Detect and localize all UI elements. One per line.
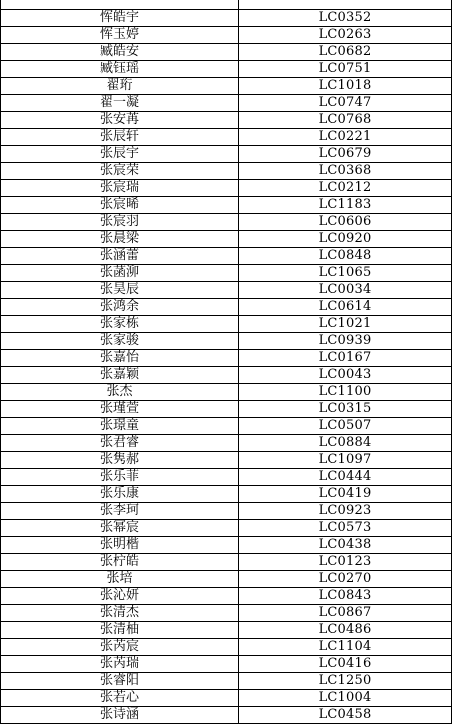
student-code-cell[interactable]: LC0458 [239, 707, 452, 724]
student-name-cell[interactable]: 张家骏 [1, 333, 239, 350]
student-name-cell[interactable]: 张乐康 [1, 486, 239, 503]
table-row[interactable] [1, 333, 452, 350]
student-name-cell[interactable]: 张安苒 [1, 112, 239, 129]
table-row[interactable] [1, 0, 452, 10]
table-row[interactable] [1, 435, 452, 452]
table-row[interactable] [1, 180, 452, 197]
student-name-cell[interactable]: 臧钰瑶 [1, 61, 239, 78]
student-name-cell[interactable]: 张君睿 [1, 435, 239, 452]
table-row[interactable] [1, 537, 452, 554]
student-code-cell[interactable]: LC0939 [239, 333, 452, 350]
student-name-cell[interactable]: 张芮宸 [1, 639, 239, 656]
table-row[interactable] [1, 197, 452, 214]
student-code-cell[interactable]: LC0573 [239, 520, 452, 537]
student-code-cell[interactable]: LC0315 [239, 401, 452, 418]
student-code-cell[interactable]: LC0221 [239, 129, 452, 146]
table-row[interactable] [1, 316, 452, 333]
table-row[interactable] [1, 129, 452, 146]
student-name-cell[interactable]: 张隽郝 [1, 452, 239, 469]
table-row[interactable] [1, 690, 452, 707]
student-code-cell[interactable]: LC0923 [239, 503, 452, 520]
student-code-cell[interactable]: LC1250 [239, 673, 452, 690]
table-row[interactable] [1, 10, 452, 27]
student-code-cell[interactable]: LC0614 [239, 299, 452, 316]
student-name-cell[interactable]: 张瑾萱 [1, 401, 239, 418]
student-name-cell[interactable]: 张清杰 [1, 605, 239, 622]
student-code-cell[interactable]: LC1021 [239, 316, 452, 333]
student-code-cell[interactable]: LC1104 [239, 639, 452, 656]
student-name-cell[interactable]: 张沁妍 [1, 588, 239, 605]
student-code-cell[interactable]: LC0043 [239, 367, 452, 384]
student-code-cell[interactable]: LC0867 [239, 605, 452, 622]
student-name-cell[interactable]: 张柠皓 [1, 554, 239, 571]
student-name-cell[interactable]: 张嘉怡 [1, 350, 239, 367]
student-code-cell[interactable]: LC0679 [239, 146, 452, 163]
student-name-cell[interactable]: 张宸瑞 [1, 180, 239, 197]
table-row[interactable] [1, 112, 452, 129]
student-code-cell[interactable]: LC0843 [239, 588, 452, 605]
student-code-cell[interactable]: LC1100 [239, 384, 452, 401]
student-code-cell[interactable]: LC0263 [239, 27, 452, 44]
student-code-cell[interactable]: LC0606 [239, 214, 452, 231]
student-name-cell[interactable]: 张璟童 [1, 418, 239, 435]
student-name-cell[interactable]: 张诗涵 [1, 707, 239, 724]
table-row[interactable] [1, 265, 452, 282]
student-name-cell[interactable]: 恽皓宇 [1, 10, 239, 27]
student-name-cell[interactable]: 恽玉婷 [1, 27, 239, 44]
table-row[interactable] [1, 401, 452, 418]
student-code-cell[interactable]: LC0034 [239, 282, 452, 299]
student-code-cell[interactable]: LC1065 [239, 265, 452, 282]
student-name-cell[interactable]: 张清柚 [1, 622, 239, 639]
roster-table-body [1, 0, 452, 724]
student-name-cell[interactable]: 张培 [1, 571, 239, 588]
student-name-cell[interactable]: 张杰 [1, 384, 239, 401]
student-code-cell[interactable]: LC0747 [239, 95, 452, 112]
table-row[interactable] [1, 673, 452, 690]
student-name-cell[interactable]: 张嘉颖 [1, 367, 239, 384]
student-code-cell[interactable]: LC0123 [239, 554, 452, 571]
student-code-cell[interactable]: LC1183 [239, 197, 452, 214]
student-code-cell[interactable]: LC0920 [239, 231, 452, 248]
table-row[interactable] [1, 350, 452, 367]
student-code-cell[interactable]: LC0768 [239, 112, 452, 129]
table-row[interactable] [1, 639, 452, 656]
student-code-cell[interactable]: LC1097 [239, 452, 452, 469]
table-row[interactable] [1, 146, 452, 163]
table-row[interactable] [1, 248, 452, 265]
student-name-cell[interactable]: 张辰轩 [1, 129, 239, 146]
student-name-cell[interactable]: 张芮瑞 [1, 656, 239, 673]
table-row[interactable] [1, 214, 452, 231]
student-code-cell[interactable]: LC0270 [239, 571, 452, 588]
student-code-cell[interactable]: LC0438 [239, 537, 452, 554]
student-name-cell[interactable]: 张明楷 [1, 537, 239, 554]
student-name-cell[interactable] [1, 0, 239, 10]
student-code-cell[interactable]: LC0444 [239, 469, 452, 486]
student-name-cell[interactable]: 张宸荣 [1, 163, 239, 180]
table-row[interactable] [1, 231, 452, 248]
student-name-cell[interactable]: 张菡泖 [1, 265, 239, 282]
table-row[interactable] [1, 707, 452, 724]
student-code-cell[interactable]: LC0486 [239, 622, 452, 639]
student-name-cell[interactable]: 翟珩 [1, 78, 239, 95]
table-row[interactable] [1, 44, 452, 61]
table-row[interactable] [1, 656, 452, 673]
student-name-cell[interactable]: 臧皓安 [1, 44, 239, 61]
student-code-cell[interactable]: LC0751 [239, 61, 452, 78]
table-row[interactable] [1, 486, 452, 503]
student-name-cell[interactable]: 张若心 [1, 690, 239, 707]
table-row[interactable] [1, 622, 452, 639]
student-name-cell[interactable]: 翟一凝 [1, 95, 239, 112]
student-name-cell[interactable]: 张涵蕾 [1, 248, 239, 265]
table-row[interactable] [1, 299, 452, 316]
table-row[interactable] [1, 520, 452, 537]
student-code-cell[interactable]: LC0352 [239, 10, 452, 27]
table-row[interactable] [1, 605, 452, 622]
table-row[interactable] [1, 588, 452, 605]
table-row[interactable] [1, 571, 452, 588]
student-code-cell[interactable]: LC0848 [239, 248, 452, 265]
student-name-cell[interactable]: 张昊辰 [1, 282, 239, 299]
table-row[interactable] [1, 61, 452, 78]
table-row[interactable] [1, 163, 452, 180]
table-row[interactable] [1, 27, 452, 44]
student-code-cell[interactable]: LC0507 [239, 418, 452, 435]
student-name-cell[interactable]: 张晨梁 [1, 231, 239, 248]
student-code-cell[interactable]: LC1004 [239, 690, 452, 707]
student-name-cell[interactable]: 张李珂 [1, 503, 239, 520]
student-name-cell[interactable]: 张鸿余 [1, 299, 239, 316]
table-row[interactable] [1, 78, 452, 95]
student-code-cell[interactable]: LC0212 [239, 180, 452, 197]
table-row[interactable] [1, 95, 452, 112]
table-row[interactable] [1, 418, 452, 435]
student-code-cell[interactable]: LC1018 [239, 78, 452, 95]
table-row[interactable] [1, 469, 452, 486]
student-name-cell[interactable]: 张宸羽 [1, 214, 239, 231]
student-name-cell[interactable]: 张乐菲 [1, 469, 239, 486]
table-row[interactable] [1, 554, 452, 571]
table-row[interactable] [1, 282, 452, 299]
student-code-cell[interactable]: LC0682 [239, 44, 452, 61]
table-row[interactable] [1, 384, 452, 401]
student-name-cell[interactable]: 张宸晞 [1, 197, 239, 214]
student-code-cell[interactable]: LC0884 [239, 435, 452, 452]
student-name-cell[interactable]: 张家栋 [1, 316, 239, 333]
student-code-cell[interactable]: LC0167 [239, 350, 452, 367]
student-name-cell[interactable]: 张辰宇 [1, 146, 239, 163]
student-code-cell[interactable] [239, 0, 452, 10]
student-name-cell[interactable]: 张睿阳 [1, 673, 239, 690]
table-row[interactable] [1, 503, 452, 520]
table-row[interactable] [1, 367, 452, 384]
student-code-cell[interactable]: LC0419 [239, 486, 452, 503]
student-code-cell[interactable]: LC0416 [239, 656, 452, 673]
table-row[interactable] [1, 452, 452, 469]
student-code-cell[interactable]: LC0368 [239, 163, 452, 180]
student-name-cell[interactable]: 张幂宸 [1, 520, 239, 537]
